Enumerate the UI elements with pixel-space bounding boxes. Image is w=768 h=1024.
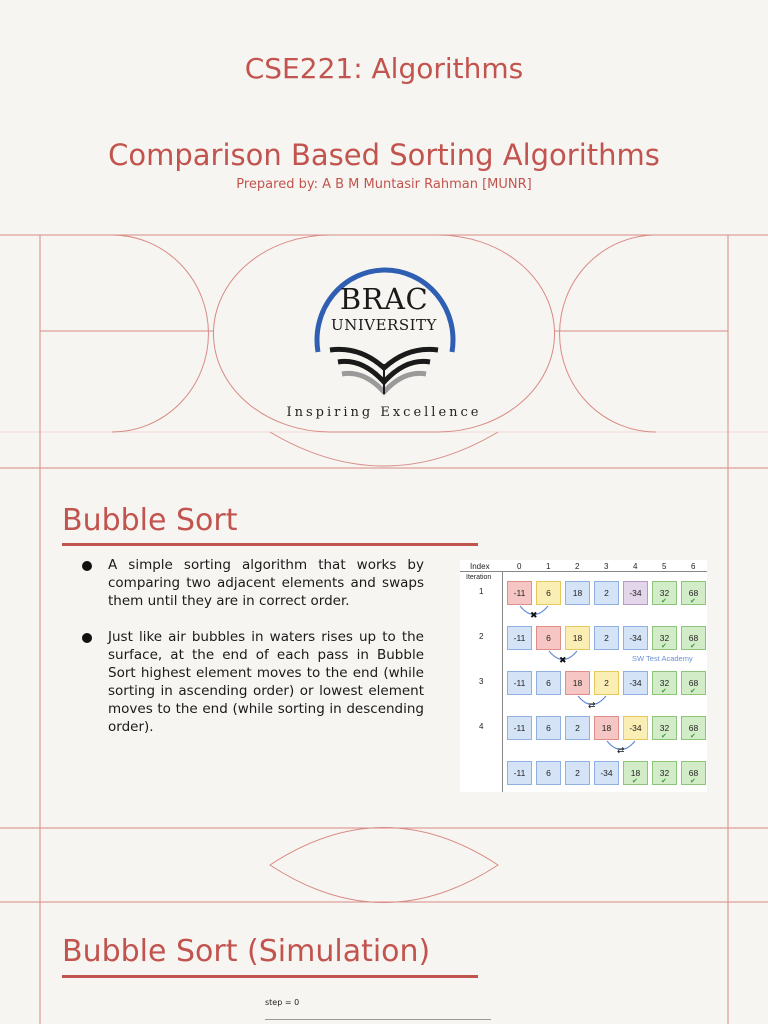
section-rule: [62, 543, 478, 546]
index-label: 4: [633, 562, 638, 571]
array-cell: 2: [594, 581, 619, 605]
sorted-check-icon: ✔: [661, 733, 667, 740]
array-cell: 2: [565, 761, 590, 785]
array-cell: 6: [536, 716, 561, 740]
figure-divider: [460, 571, 707, 572]
array-cell: 18: [565, 671, 590, 695]
array-cell: 6: [536, 761, 561, 785]
array-cell: 18: [565, 626, 590, 650]
sorted-check-icon: ✔: [632, 778, 638, 785]
figure-watermark: SW Test Academy: [632, 654, 693, 663]
array-cell: 68: [681, 761, 706, 785]
index-label: 5: [662, 562, 667, 571]
sorted-check-icon: ✔: [661, 598, 667, 605]
index-header: Index: [470, 562, 490, 571]
no-swap-icon: [548, 650, 588, 666]
sorted-check-icon: ✔: [690, 643, 696, 650]
sorted-check-icon: ✔: [690, 688, 696, 695]
section-title-simulation: Bubble Sort (Simulation): [62, 934, 431, 969]
no-swap-icon: [519, 605, 559, 621]
array-cell: 2: [565, 716, 590, 740]
logo-tagline: Inspiring Excellence: [286, 405, 482, 420]
swap-arrow-icon: [577, 695, 617, 711]
array-cell: -34: [594, 761, 619, 785]
array-cell: -11: [507, 716, 532, 740]
bullet-item: [80, 556, 424, 610]
array-cell: 32: [652, 581, 677, 605]
logo-subname: UNIVERSITY: [331, 316, 437, 334]
step-label: step = 0: [265, 998, 300, 1007]
array-cell: -11: [507, 761, 532, 785]
section-title-bubble-sort: Bubble Sort: [62, 503, 238, 538]
array-cell: 32: [652, 671, 677, 695]
sorted-check-icon: ✔: [661, 778, 667, 785]
array-cell: 68: [681, 671, 706, 695]
bullet-item: [80, 628, 424, 736]
array-cell: -34: [623, 671, 648, 695]
svg-text:✖: ✖: [530, 611, 538, 621]
array-cell: 2: [594, 671, 619, 695]
sorted-check-icon: ✔: [661, 643, 667, 650]
logo-name: BRAC: [339, 282, 429, 316]
step-rule: [265, 1019, 491, 1020]
iteration-label: 1: [479, 587, 484, 596]
topic-title: Comparison Based Sorting Algorithms: [108, 138, 660, 172]
index-label: 1: [546, 562, 551, 571]
array-cell: 6: [536, 671, 561, 695]
index-label: 0: [517, 562, 522, 571]
course-title: CSE221: Algorithms: [244, 52, 524, 85]
sorted-check-icon: ✔: [661, 688, 667, 695]
bullet-dot-icon: [82, 633, 92, 643]
array-cell: 18: [594, 716, 619, 740]
array-cell: 68: [681, 626, 706, 650]
sorted-check-icon: ✔: [690, 733, 696, 740]
index-label: 6: [691, 562, 696, 571]
section-rule: [62, 975, 478, 978]
sorted-check-icon: ✔: [690, 598, 696, 605]
iteration-label: 3: [479, 677, 484, 686]
array-cell: 68: [681, 716, 706, 740]
array-cell: 6: [536, 626, 561, 650]
array-cell: 18: [565, 581, 590, 605]
array-cell: 6: [536, 581, 561, 605]
array-cell: -34: [623, 626, 648, 650]
svg-text:✖: ✖: [559, 656, 567, 666]
svg-text:⇄: ⇄: [617, 746, 625, 756]
bullet-dot-icon: [82, 561, 92, 571]
array-cell: -34: [623, 581, 648, 605]
index-label: 2: [575, 562, 580, 571]
array-cell: -11: [507, 626, 532, 650]
iteration-header: Iteration: [466, 574, 492, 581]
bullet-text: Just like air bubbles in waters rises up to the surface, at the end of each pass in Bubble Sort highest element moves to the end (while sorting in ascending order) or lowest element moves to the end (while sorting in descending order).: [108, 629, 424, 735]
array-cell: 32: [652, 761, 677, 785]
array-cell: -11: [507, 581, 532, 605]
prepared-by: Prepared by: A B M Muntasir Rahman [MUNR]: [236, 177, 532, 192]
iteration-label: 2: [479, 632, 484, 641]
array-cell: 18: [623, 761, 648, 785]
array-cell: 32: [652, 716, 677, 740]
index-label: 3: [604, 562, 609, 571]
figure-divider: [502, 572, 503, 792]
swap-arrow-icon: [606, 740, 646, 756]
bubble-sort-figure: [460, 560, 707, 792]
sorted-check-icon: ✔: [690, 778, 696, 785]
array-cell: -11: [507, 671, 532, 695]
array-cell: 2: [594, 626, 619, 650]
bullet-text: A simple sorting algorithm that works by comparing two adjacent elements and swaps them until they are in correct order.: [108, 557, 424, 609]
array-cell: -34: [623, 716, 648, 740]
svg-text:⇄: ⇄: [588, 701, 596, 711]
bullet-list: [80, 556, 424, 754]
array-cell: 32: [652, 626, 677, 650]
array-cell: 68: [681, 581, 706, 605]
iteration-label: 4: [479, 722, 484, 731]
